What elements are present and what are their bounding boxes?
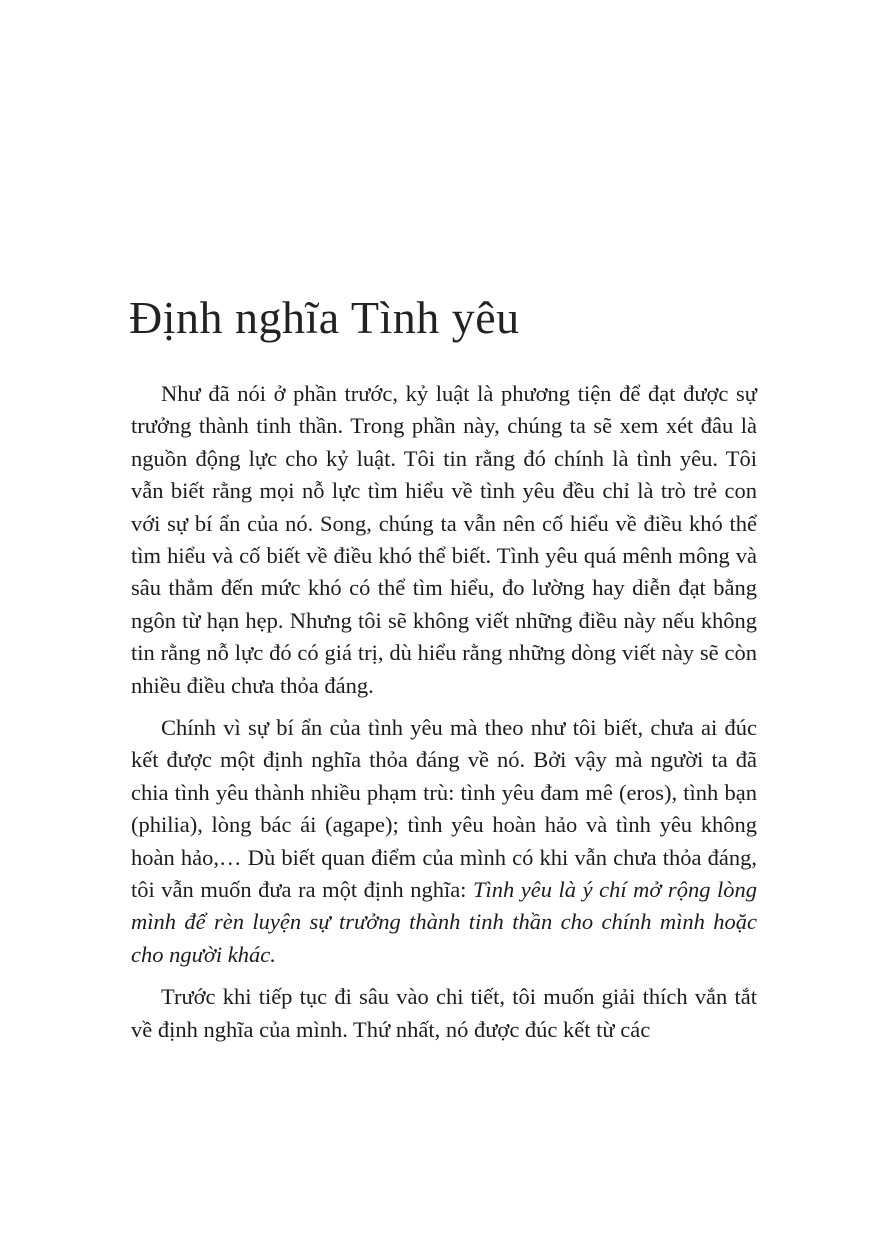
paragraph-2-regular-text: Chính vì sự bí ẩn của tình yêu mà theo như tôi biết, chưa ai đúc kết được một định nghĩa thỏa đáng về nó. Bởi vậy mà người ta đã chia tình yêu thành nhiều phạm trù: tình yêu đam mê (eros), tình bạn (philia), lòng bác ái (agape); tình yêu hoàn hảo và tình yêu không hoàn hảo,… Dù biết quan điểm của mình có khi vẫn chưa thỏa đáng, tôi vẫn muốn đưa ra một định nghĩa: — [131, 714, 757, 902]
love-definition-italic: Tình yêu là ý chí mở rộng lòng mình để rèn luyện sự trưởng thành tinh thần cho chính mình hoặc cho người khác. — [131, 876, 757, 967]
page-text-block — [131, 292, 757, 1046]
paragraph-3: Trước khi tiếp tục đi sâu vào chi tiết, tôi muốn giải thích vắn tắt về định nghĩa của mình. Thứ nhất, nó được đúc kết từ các — [131, 984, 757, 1042]
paragraph-2 — [131, 712, 757, 971]
paragraph-1: Như đã nói ở phần trước, kỷ luật là phương tiện để đạt được sự trưởng thành tinh thần. Trong phần này, chúng ta sẽ xem xét đâu là nguồn động lực cho kỷ luật. Tôi tin rằng đó chính là tình yêu. Tôi vẫn biết rằng mọi nỗ lực tìm hiểu về tình yêu đều chỉ là trò trẻ con với sự bí ẩn của nó. Song, chúng ta vẫn nên cố hiểu về điều khó thể tìm hiểu và cố biết về điều khó thể biết. Tình yêu quá mênh mông và sâu thẳm đến mức khó có thể tìm hiểu, đo lường hay diễn đạt bằng ngôn từ hạn hẹp. Nhưng tôi sẽ không viết những điều này nếu không tin rằng nỗ lực đó có giá trị, dù hiểu rằng những dòng viết này sẽ còn nhiều điều chưa thỏa đáng. — [131, 380, 757, 698]
chapter-title: Định nghĩa Tình yêu — [129, 292, 520, 343]
